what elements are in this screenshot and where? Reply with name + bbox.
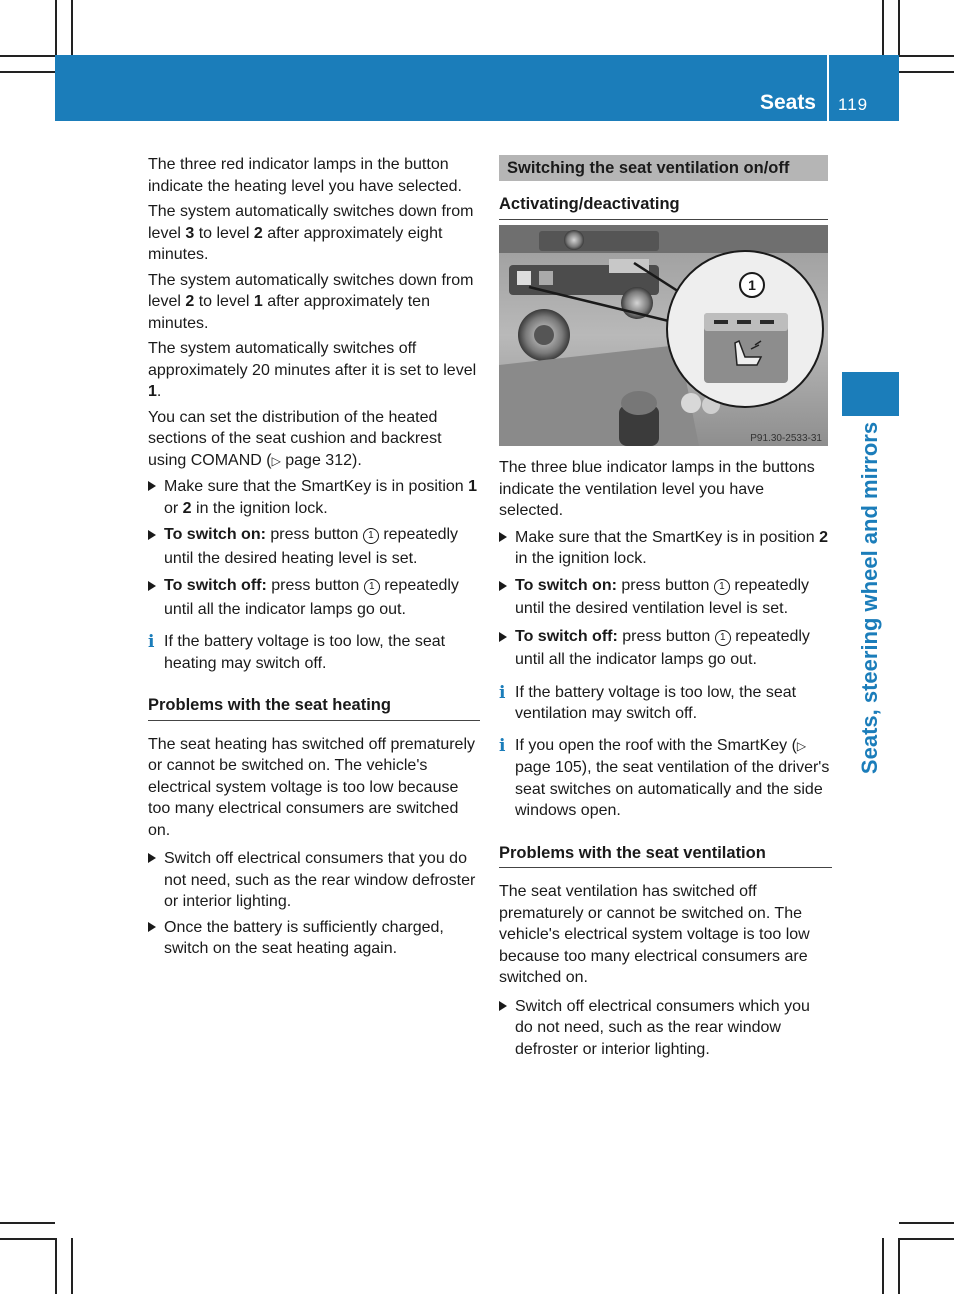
crop-mark (55, 0, 57, 55)
bullet-arrow-icon (499, 1001, 507, 1011)
bullet-arrow-icon (148, 853, 156, 863)
list-item: To switch on: press button 1 repeatedly until the desired heating level is set. (148, 523, 480, 570)
paragraph: The system automatically switches off approximately 20 minutes after it is set to level 1. (148, 340, 477, 400)
bullet-arrow-icon (148, 530, 156, 540)
bullet-arrow-icon (148, 481, 156, 491)
list-item: Make sure that the SmartKey is in position 1 or 2 in the ignition lock. (148, 476, 480, 519)
info-note: i If the battery voltage is too low, the seat ventilation may switch off. (499, 682, 797, 722)
callout-number-icon: 1 (363, 528, 379, 544)
crop-mark (0, 55, 55, 57)
list-item: To switch off: press button 1 repeatedly until all the indicator lamps go out. (499, 625, 832, 672)
info-icon: i (499, 682, 506, 703)
crop-mark (55, 1238, 57, 1294)
section-heading: Activating/deactivating (499, 194, 828, 220)
list-item: Make sure that the SmartKey is in position 2 in the ignition lock. (499, 527, 832, 570)
crop-mark (71, 1238, 73, 1294)
right-column (499, 155, 828, 233)
bullet-arrow-icon (148, 922, 156, 932)
side-tab-label: Seats, steering wheel and mirrors (857, 421, 882, 775)
crop-mark (882, 1238, 884, 1294)
crop-mark (899, 71, 954, 73)
info-note: i If you open the roof with the SmartKey (▷ page 105), the seat ventilation of the driver's seat switches on automatically and the side windows open. (499, 735, 830, 819)
paragraph: The seat ventilation has switched off prematurely or cannot be switched on. The vehicle's electrical system voltage is too low because too many electrical consumers are switched on. (499, 883, 810, 986)
bullet-arrow-icon (499, 532, 507, 542)
crop-mark (0, 1238, 55, 1240)
page-ref-arrow-icon: ▷ (271, 453, 281, 468)
callout-number-icon: 1 (364, 579, 380, 595)
crop-mark (898, 0, 900, 55)
paragraph: The three red indicator lamps in the button indicate the heating level you have selected. (148, 156, 462, 195)
header-separator (827, 55, 829, 121)
info-note: i If the battery voltage is too low, the seat heating may switch off. (148, 632, 446, 672)
seat-ventilation-button-photo (499, 225, 828, 446)
crop-mark (0, 71, 55, 73)
crop-mark (898, 1238, 900, 1294)
bullet-arrow-icon (499, 581, 507, 591)
paragraph: The system automatically switches down from level 2 to level 1 after approximately ten minutes. (148, 271, 474, 332)
paragraph: The three blue indicator lamps in the buttons indicate the ventilation level you have selected. (499, 459, 815, 519)
bullet-arrow-icon (148, 581, 156, 591)
callout-number-icon: 1 (715, 630, 731, 646)
list-item: Once the battery is sufficiently charged, switch on the seat heating again. (148, 917, 480, 960)
section-heading: Problems with the seat heating (148, 695, 480, 721)
paragraph: The seat heating has switched off prematurely or cannot be switched on. The vehicle's electrical system voltage is too low because too many electrical consumers are switched on. (148, 735, 475, 839)
crop-mark (882, 0, 884, 55)
chapter-title: Seats (759, 91, 816, 114)
list-item: To switch off: press button 1 repeatedly until all the indicator lamps go out. (148, 574, 480, 621)
crop-mark (899, 55, 954, 57)
list-item: To switch on: press button 1 repeatedly until the desired ventilation level is set. (499, 574, 832, 621)
crop-mark (71, 0, 73, 55)
list-item: Switch off electrical consumers which you do not need, such as the rear window defroster or interior lighting. (499, 996, 832, 1061)
page-number: 119 (838, 95, 869, 114)
paragraph: You can set the distribution of the heated sections of the seat cushion and backrest using COMAND (▷ page 312). (148, 408, 442, 469)
crop-mark (899, 1222, 954, 1224)
info-icon: i (148, 632, 155, 652)
image-caption: P91.30-2533-31 (750, 433, 822, 444)
info-icon: i (499, 735, 506, 756)
crop-mark (899, 1238, 954, 1240)
section-heading: Problems with the seat ventilation (499, 843, 832, 869)
section-title: Switching the seat ventilation on/off (499, 155, 828, 181)
page-ref-arrow-icon: ▷ (796, 738, 807, 753)
paragraph: The system automatically switches down from level 3 to level 2 after approximately eight minutes. (148, 203, 474, 263)
callout-label: 1 (748, 277, 756, 293)
bullet-arrow-icon (499, 632, 507, 642)
callout-number-icon: 1 (714, 579, 730, 595)
right-column-body (499, 457, 832, 1064)
crop-mark (0, 1222, 55, 1224)
left-column (148, 154, 480, 964)
list-item: Switch off electrical consumers that you do not need, such as the rear window defroster or interior lighting. (148, 848, 480, 913)
